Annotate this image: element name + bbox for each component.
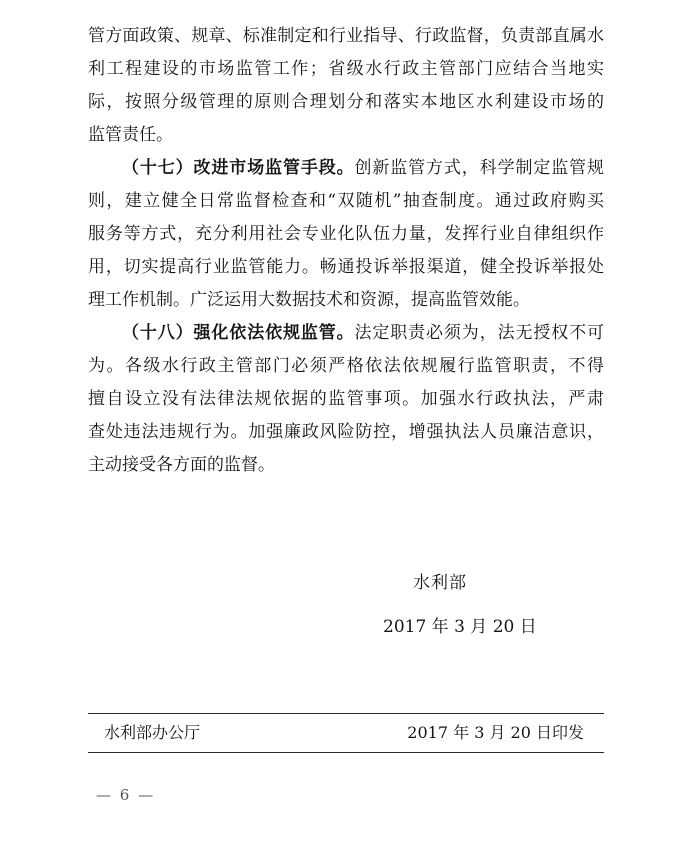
section-heading-18: （十八）强化依法依规监管。 — [122, 323, 355, 343]
text-line: 监管责任。 — [88, 125, 173, 145]
text-line: 际，按照分级管理的原则合理划分和落实本地区水利建设市场的 — [88, 92, 604, 112]
text-line: 管方面政策、规章、标准制定和行业指导、行政监督，负责部直属水 — [88, 26, 604, 46]
section-heading-17: （十七）改进市场监管手段。 — [122, 158, 355, 178]
page-number: — 6 — — [96, 786, 156, 804]
text-line: 查处违法违规行为。加强廉政风险防控，增强执法人员廉洁意识， — [88, 422, 604, 442]
footer-top-rule — [88, 713, 604, 714]
paragraph-17 — [88, 152, 604, 317]
text-line: 用，切实提高行业监管能力。畅通投诉举报渠道，健全投诉举报处 — [88, 257, 604, 277]
text-line: 主动接受各方面的监督。 — [88, 455, 275, 475]
text-line — [88, 152, 604, 185]
text-line: 理工作机制。广泛运用大数据技术和资源，提高监管效能。 — [88, 290, 530, 310]
text-line: 利工程建设的市场监管工作；省级水行政主管部门应结合当地实 — [88, 59, 604, 79]
footer-issuer: 水利部办公厅 — [104, 723, 201, 742]
signature-date: 2017 年 3 月 20 日 — [383, 617, 537, 637]
paragraph-18 — [88, 317, 604, 482]
text-line: 服务等方式，充分利用社会专业化队伍力量，发挥行业自律组织作 — [88, 224, 604, 244]
text-line — [88, 317, 604, 350]
text-line: 则，建立健全日常监督检查和“双随机”抽查制度。通过政府购买 — [88, 191, 604, 211]
footer-issue-date: 2017 年 3 月 20 日印发 — [407, 723, 584, 742]
paragraph-continued — [88, 20, 604, 152]
document-body — [88, 20, 604, 482]
text-line: 为。各级水行政主管部门必须严格依法依规履行监管职责，不得 — [88, 356, 604, 376]
text-line: 擅自设立没有法律法规依据的监管事项。加强水行政执法，严肃 — [88, 389, 604, 409]
footer-bottom-rule — [88, 752, 604, 753]
text-segment: 创新监管方式，科学制定监管规 — [354, 158, 604, 178]
signature-organization: 水利部 — [413, 573, 467, 593]
text-segment: 法定职责必须为，法无授权不可 — [354, 323, 604, 343]
